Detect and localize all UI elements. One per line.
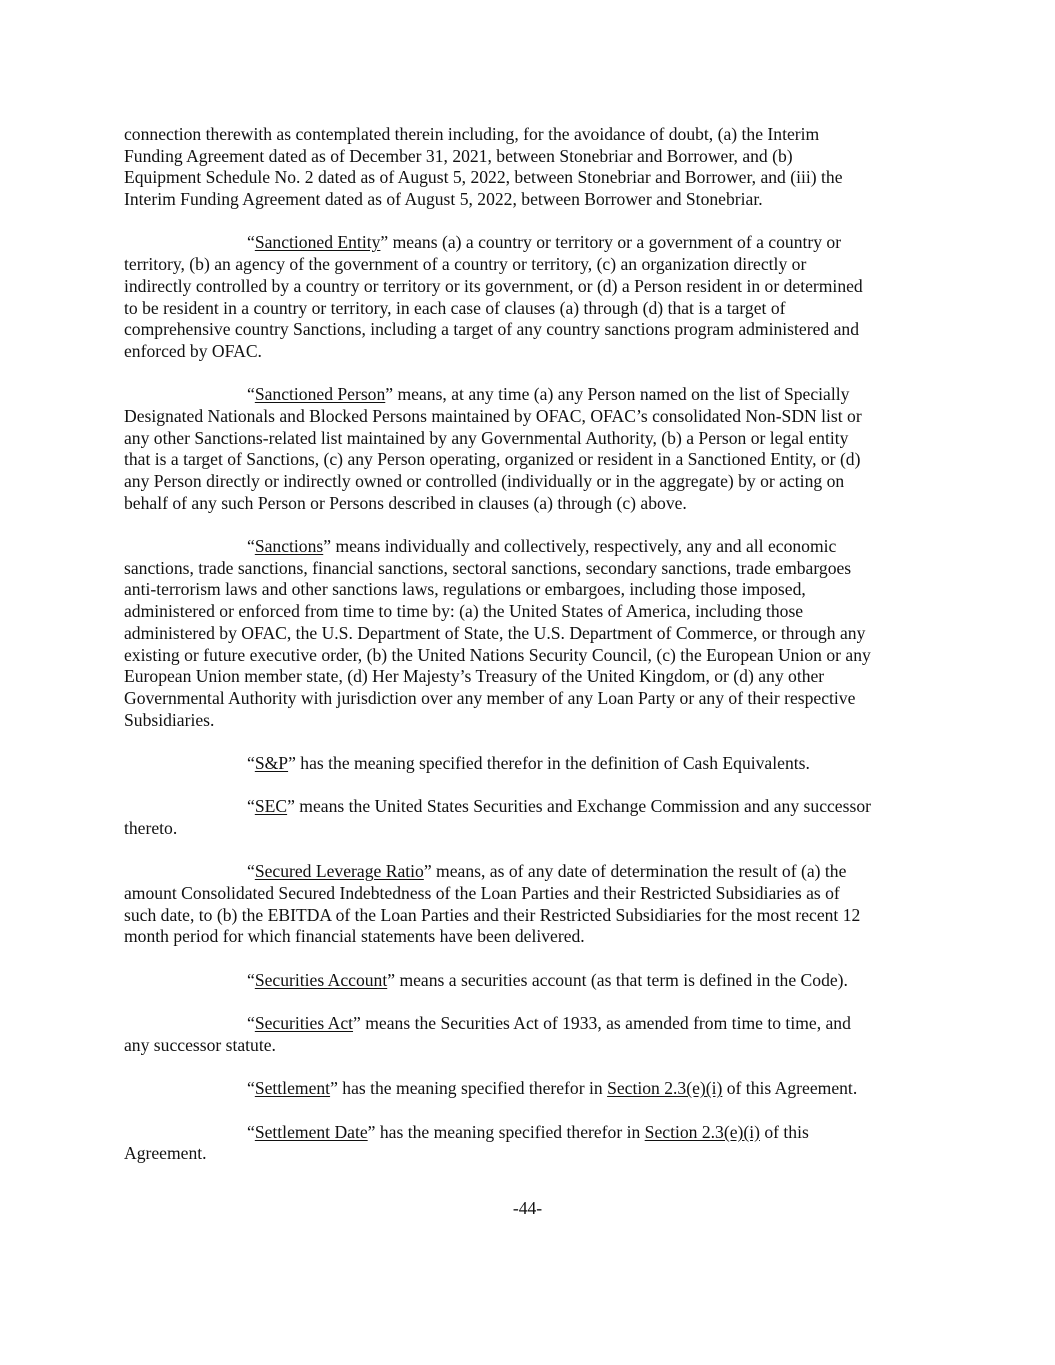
text-line: [124, 406, 944, 428]
text-segment: ” has the meaning specified therefor in the definition of Cash Equivalents.: [288, 752, 810, 773]
text-segment: “: [247, 969, 255, 990]
text-line: [124, 579, 944, 601]
text-segment: “: [247, 384, 255, 405]
text-segment: amount Consolidated Secured Indebtedness of the Loan Parties and their Restricted Subsidiaries as of: [124, 883, 840, 904]
text-line: [124, 493, 944, 515]
definition-paragraph: [124, 796, 944, 839]
text-segment: anti-terrorism laws and other sanctions laws, regulations or embargoes, including those imposed,: [124, 579, 806, 600]
text-line: [124, 558, 944, 580]
text-segment: “: [247, 861, 255, 882]
text-line: [124, 926, 944, 948]
definition-paragraph: [124, 124, 944, 211]
text-line: [124, 970, 944, 992]
text-segment: Interim Funding Agreement dated as of August 5, 2022, between Borrower and Stonebriar.: [124, 189, 763, 210]
text-line: [124, 428, 944, 450]
underlined-term: SEC: [254, 796, 288, 817]
text-line: [124, 688, 944, 710]
definition-paragraph: [124, 1013, 944, 1056]
text-segment: ” means the United States Securities and Exchange Commission and any successor: [287, 796, 871, 817]
text-line: [124, 623, 944, 645]
text-line: [124, 536, 944, 558]
underlined-term: Securities Act: [254, 1013, 354, 1034]
text-line: [124, 167, 944, 189]
text-segment: European Union member state, (d) Her Majesty’s Treasury of the United Kingdom, or (d) any other: [124, 666, 825, 687]
text-segment: territory, (b) an agency of the government of a country or territory, (c) an organization directly or: [124, 254, 807, 275]
text-line: [124, 298, 944, 320]
text-line: [124, 276, 944, 298]
definition-paragraph: [124, 861, 944, 948]
text-segment: ” means, at any time (a) any Person named on the list of Specially: [385, 384, 850, 405]
text-segment: Subsidiaries.: [124, 709, 215, 730]
text-segment: ” means (a) a country or territory or a government of a country or: [380, 232, 842, 253]
text-segment: that is a target of Sanctions, (c) any Person operating, organized or resident in a Sanctioned Entity, or (d): [124, 449, 861, 470]
text-segment: month period for which financial statements have been delivered.: [124, 926, 585, 947]
text-segment: “: [247, 1078, 255, 1099]
definition-paragraph: [124, 1122, 944, 1165]
text-segment: Governmental Authority with jurisdiction over any member of any Loan Party or any of their respective: [124, 687, 856, 708]
text-line: [124, 189, 944, 211]
text-line: [124, 1078, 944, 1100]
text-segment: of this Agreement.: [722, 1078, 858, 1099]
text-segment: “: [247, 1121, 255, 1142]
text-line: [124, 905, 944, 927]
underlined-term: Securities Account: [254, 969, 388, 990]
text-segment: “: [247, 752, 255, 773]
text-segment: connection therewith as contemplated therein including, for the avoidance of doubt, (a) the Interim: [124, 124, 820, 144]
definition-paragraph: [124, 232, 944, 362]
text-line: [124, 645, 944, 667]
text-segment: behalf of any such Person or Persons described in clauses (a) through (c) above.: [124, 492, 687, 513]
text-line: [124, 471, 944, 493]
text-line: [124, 818, 944, 840]
text-line: [124, 753, 944, 775]
text-segment: such date, to (b) the EBITDA of the Loan Parties and their Restricted Subsidiaries for the most recent 12: [124, 904, 861, 925]
text-segment: sanctions, trade sanctions, financial sanctions, sectoral sanctions, secondary sanctions, trade embargoes: [124, 557, 852, 578]
text-line: [124, 883, 944, 905]
text-line: [124, 601, 944, 623]
text-segment: to be resident in a country or territory, in each case of clauses (a) through (d) that is a target of: [124, 297, 786, 318]
text-line: [124, 319, 944, 341]
underlined-term: Secured Leverage Ratio: [254, 861, 424, 882]
text-line: [124, 666, 944, 688]
text-segment: Designated Nationals and Blocked Persons maintained by OFAC, OFAC’s consolidated Non-SDN list or: [124, 405, 862, 426]
text-segment: ” means, as of any date of determination the result of (a) the: [423, 861, 847, 882]
text-segment: Agreement.: [124, 1143, 207, 1164]
underlined-term: Sanctioned Entity: [254, 232, 381, 253]
text-line: [124, 1143, 944, 1165]
document-body: [124, 124, 944, 1187]
text-segment: ” has the meaning specified therefor in: [367, 1121, 645, 1142]
text-segment: ” means individually and collectively, respectively, any and all economic: [323, 536, 837, 557]
text-line: [124, 254, 944, 276]
text-line: [124, 1013, 944, 1035]
text-line: [124, 124, 944, 146]
text-segment: ” means the Securities Act of 1933, as amended from time to time, and: [353, 1013, 851, 1034]
underlined-term: Settlement: [254, 1078, 331, 1099]
text-segment: “: [247, 536, 255, 557]
text-segment: “: [247, 232, 255, 253]
text-segment: “: [247, 796, 255, 817]
text-line: [124, 384, 944, 406]
definition-paragraph: [124, 384, 944, 514]
text-segment: enforced by OFAC.: [124, 340, 262, 361]
text-line: [124, 1122, 944, 1144]
text-line: [124, 232, 944, 254]
underlined-term: Section 2.3(e)(i): [644, 1121, 760, 1142]
definition-paragraph: [124, 970, 944, 992]
text-line: [124, 449, 944, 471]
text-segment: any other Sanctions-related list maintained by any Governmental Authority, (b) a Person or legal entity: [124, 427, 849, 448]
definition-paragraph: [124, 536, 944, 731]
underlined-term: Settlement Date: [254, 1121, 368, 1142]
text-line: [124, 1035, 944, 1057]
definition-paragraph: [124, 1078, 944, 1100]
text-segment: existing or future executive order, (b) the United Nations Security Council, (c) the European Union or any: [124, 644, 871, 665]
definition-paragraph: [124, 753, 944, 775]
text-segment: ” means a securities account (as that term is defined in the Code).: [387, 969, 848, 990]
text-segment: administered or enforced from time to time by: (a) the United States of America, including those: [124, 601, 804, 622]
text-line: [124, 861, 944, 883]
underlined-term: Sanctions: [254, 536, 324, 557]
text-segment: of this: [759, 1121, 809, 1142]
underlined-term: Sanctioned Person: [254, 384, 386, 405]
underlined-term: Section 2.3(e)(i): [607, 1078, 723, 1099]
text-segment: indirectly controlled by a country or territory or its government, or (d) a Person resident in or determined: [124, 275, 863, 296]
underlined-term: S&P: [254, 752, 289, 773]
text-segment: ” has the meaning specified therefor in: [330, 1078, 608, 1099]
text-segment: administered by OFAC, the U.S. Department of State, the U.S. Department of Commerce, or through any: [124, 622, 866, 643]
text-line: [124, 796, 944, 818]
page-number: -44-: [512, 1198, 543, 1218]
text-line: [124, 341, 944, 363]
text-segment: Equipment Schedule No. 2 dated as of August 5, 2022, between Stonebriar and Borrower, and (iii) the: [124, 167, 843, 188]
text-line: [124, 146, 944, 168]
text-line: [124, 710, 944, 732]
text-segment: comprehensive country Sanctions, including a target of any country sanctions program administered and: [124, 319, 859, 340]
text-segment: Funding Agreement dated as of December 31, 2021, between Stonebriar and Borrower, and (b): [124, 145, 793, 166]
text-segment: thereto.: [124, 818, 178, 838]
text-segment: any Person directly or indirectly owned or controlled (individually or in the aggregate) by or acting on: [124, 471, 845, 491]
text-segment: any successor statute.: [124, 1034, 276, 1055]
text-segment: “: [247, 1013, 255, 1034]
